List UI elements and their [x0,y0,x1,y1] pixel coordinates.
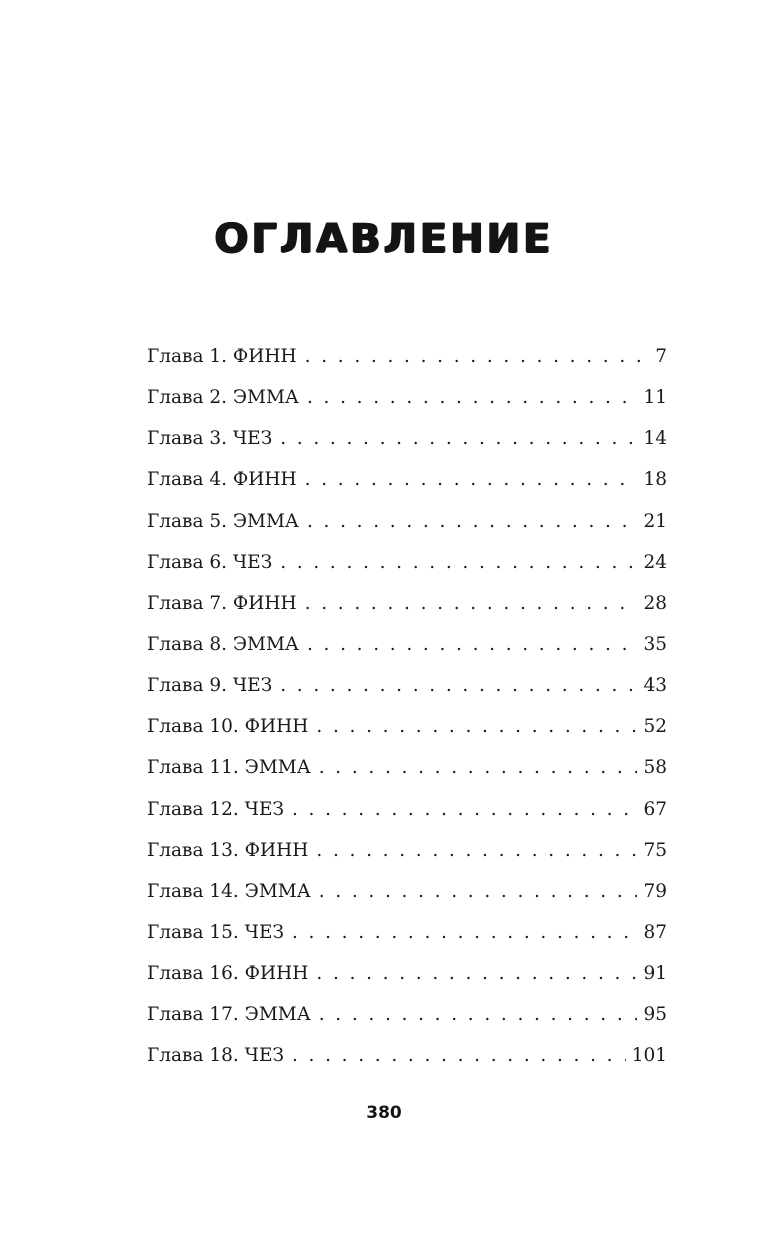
toc-entry-label: Глава 1. ФИНН [147,346,297,367]
dot-leader [307,624,638,665]
page-number: 380 [366,1103,402,1123]
toc-entry[interactable] [147,953,667,994]
toc-entry-page: 95 [643,1004,667,1026]
dot-leader [280,418,637,459]
toc-entry[interactable] [147,789,667,830]
toc-entry-label: Глава 8. ЭММА [147,633,299,655]
toc-entry-page: 11 [643,387,667,409]
toc-entry[interactable] [147,624,667,665]
toc-entry-label: Глава 7. ФИНН [147,592,297,614]
dot-leader [280,542,637,583]
toc-entry[interactable] [147,501,667,542]
toc-entry-page: 43 [643,675,667,697]
toc-entry[interactable] [147,994,667,1035]
toc-entry-page: 52 [643,716,667,738]
dot-leader [305,583,638,624]
toc-entry-page: 67 [643,798,667,820]
toc-entry-page: 14 [643,428,667,450]
dot-leader [292,1035,626,1076]
toc-entry[interactable] [147,459,667,500]
toc-entry[interactable] [147,747,667,788]
toc-entry-label: Глава 18. ЧЕЗ [147,1045,284,1067]
toc-entry-page: 18 [643,469,667,491]
toc-entry-label: Глава 15. ЧЕЗ [147,921,284,943]
toc-entry[interactable] [147,583,667,624]
toc-heading: ОГЛАВЛЕНИЕ [214,216,554,262]
toc-entry-label: Глава 11. ЭММА [147,757,311,779]
dot-leader [280,665,637,706]
toc-entry-page: 24 [643,551,667,573]
dot-leader [316,706,637,747]
dot-leader [307,377,638,418]
toc-entry-page: 7 [655,346,667,367]
toc-entry-label: Глава 9. ЧЕЗ [147,675,273,697]
toc-entry-page: 21 [643,510,667,532]
toc-entry-page: 75 [643,839,667,861]
toc-entry-page: 28 [643,592,667,614]
dot-leader [305,336,649,377]
toc-entry-page: 87 [643,921,667,943]
dot-leader [319,994,638,1035]
dot-leader [292,912,637,953]
dot-leader [319,747,638,788]
toc-entry-label: Глава 4. ФИНН [147,469,297,491]
dot-leader [316,953,637,994]
toc-entry[interactable] [147,706,667,747]
toc-entry-label: Глава 14. ЭММА [147,880,311,902]
toc-entry-label: Глава 10. ФИНН [147,716,309,738]
toc-entry-page: 35 [643,633,667,655]
toc-entry-label: Глава 13. ФИНН [147,839,309,861]
toc-entry-label: Глава 17. ЭММА [147,1004,311,1026]
toc-entry[interactable] [147,336,667,377]
toc-entry[interactable] [147,418,667,459]
toc-entry-label: Глава 16. ФИНН [147,963,309,985]
toc-entry-label: Глава 5. ЭММА [147,510,299,532]
toc-entry[interactable] [147,830,667,871]
dot-leader [307,501,638,542]
toc-entry-page: 101 [631,1045,667,1067]
toc-entry[interactable] [147,912,667,953]
toc-entry-page: 79 [643,880,667,902]
toc-entry[interactable] [147,377,667,418]
toc-entry[interactable] [147,1035,667,1076]
dot-leader [292,789,637,830]
dot-leader [319,871,638,912]
dot-leader [305,459,638,500]
table-of-contents [147,336,667,1077]
toc-entry-page: 91 [643,963,667,985]
toc-entry-label: Глава 6. ЧЕЗ [147,551,273,573]
dot-leader [316,830,637,871]
toc-entry-page: 58 [643,757,667,779]
toc-entry[interactable] [147,542,667,583]
toc-entry-label: Глава 2. ЭММА [147,387,299,409]
toc-entry[interactable] [147,871,667,912]
toc-entry-label: Глава 3. ЧЕЗ [147,428,273,450]
toc-entry[interactable] [147,665,667,706]
toc-entry-label: Глава 12. ЧЕЗ [147,798,284,820]
